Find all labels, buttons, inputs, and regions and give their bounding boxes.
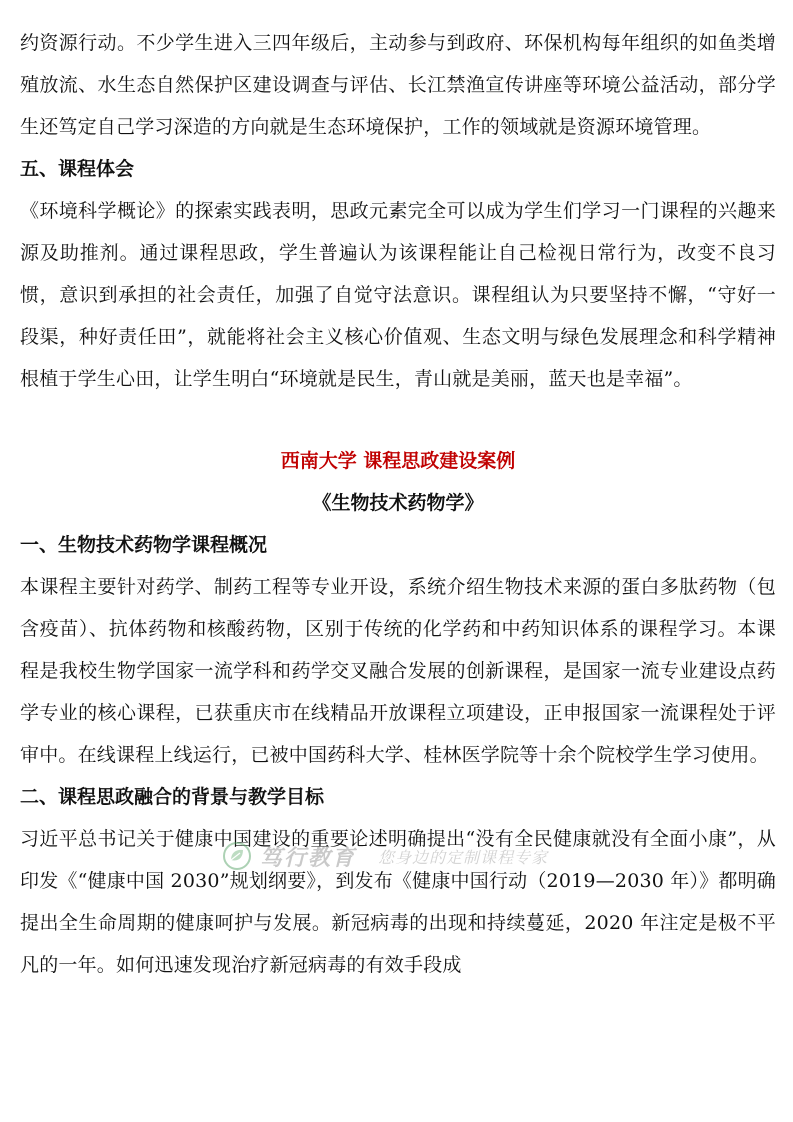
watermark-brand: 笃行教育 xyxy=(260,844,357,871)
section2-paragraph: 习近平总书记关于健康中国建设的重要论述明确提出“没有全民健康就没有全面小康”，从印发《“健康中国 2030”规划纲要》，到发布《健康中国行动（2019—2030 年）》都明确提出全生命周期的健康呵护与发展。新冠病毒的出现和持续蔓延，2020 年注定是极不平凡的一年。如何迅速发现治疗新冠病毒的有效手段成 xyxy=(20,828,776,976)
section1-heading: 一、生物技术药物学课程概况 xyxy=(20,534,268,556)
case-title: 西南大学 课程思政建设案例 xyxy=(280,450,516,472)
intro-paragraph: 约资源行动。不少学生进入三四年级后，主动参与到政府、环保机构每年组织的如鱼类增殖放流、水生态自然保护区建设调查与评估、长江禁渔宣传讲座等环境公益活动，部分学生还笃定自己学习深造的方向就是生态环境保护，工作的领域就是资源环境管理。 xyxy=(20,32,776,138)
section5-heading: 五、课程体会 xyxy=(20,158,135,180)
section5-paragraph: 《环境科学概论》的探索实践表明，思政元素完全可以成为学生们学习一门课程的兴趣来源及助推剂。通过课程思政，学生普遍认为该课程能让自己检视日常行为，改变不良习惯，意识到承担的社会责任，加强了自觉守法意识。课程组认为只要坚持不懈，“守好一段渠，种好责任田”，就能将社会主义核心价值观、生态文明与绿色发展理念和科学精神根植于学生心田，让学生明白“环境就是民生，青山就是美丽，蓝天也是幸福”。 xyxy=(20,200,776,390)
section1-paragraph: 本课程主要针对药学、制药工程等专业开设，系统介绍生物技术来源的蛋白多肽药物（包含疫苗）、抗体药物和核酸药物，区别于传统的化学药和中药知识体系的课程学习。本课程是我校生物学国家一流学科和药学交叉融合发展的创新课程，是国家一流专业建设点药学专业的核心课程，已获重庆市在线精品开放课程立项建设，正申报国家一流课程处于评审中。在线课程上线运行，已被中国药科大学、桂林医学院等十余个院校学生学习使用。 xyxy=(20,576,776,766)
course-title: 《生物技术药物学》 xyxy=(312,492,484,514)
watermark-slogan: 您身边的定制课程专家 xyxy=(378,847,549,867)
document-page xyxy=(20,22,776,986)
section2-heading: 二、课程思政融合的背景与教学目标 xyxy=(20,786,325,808)
